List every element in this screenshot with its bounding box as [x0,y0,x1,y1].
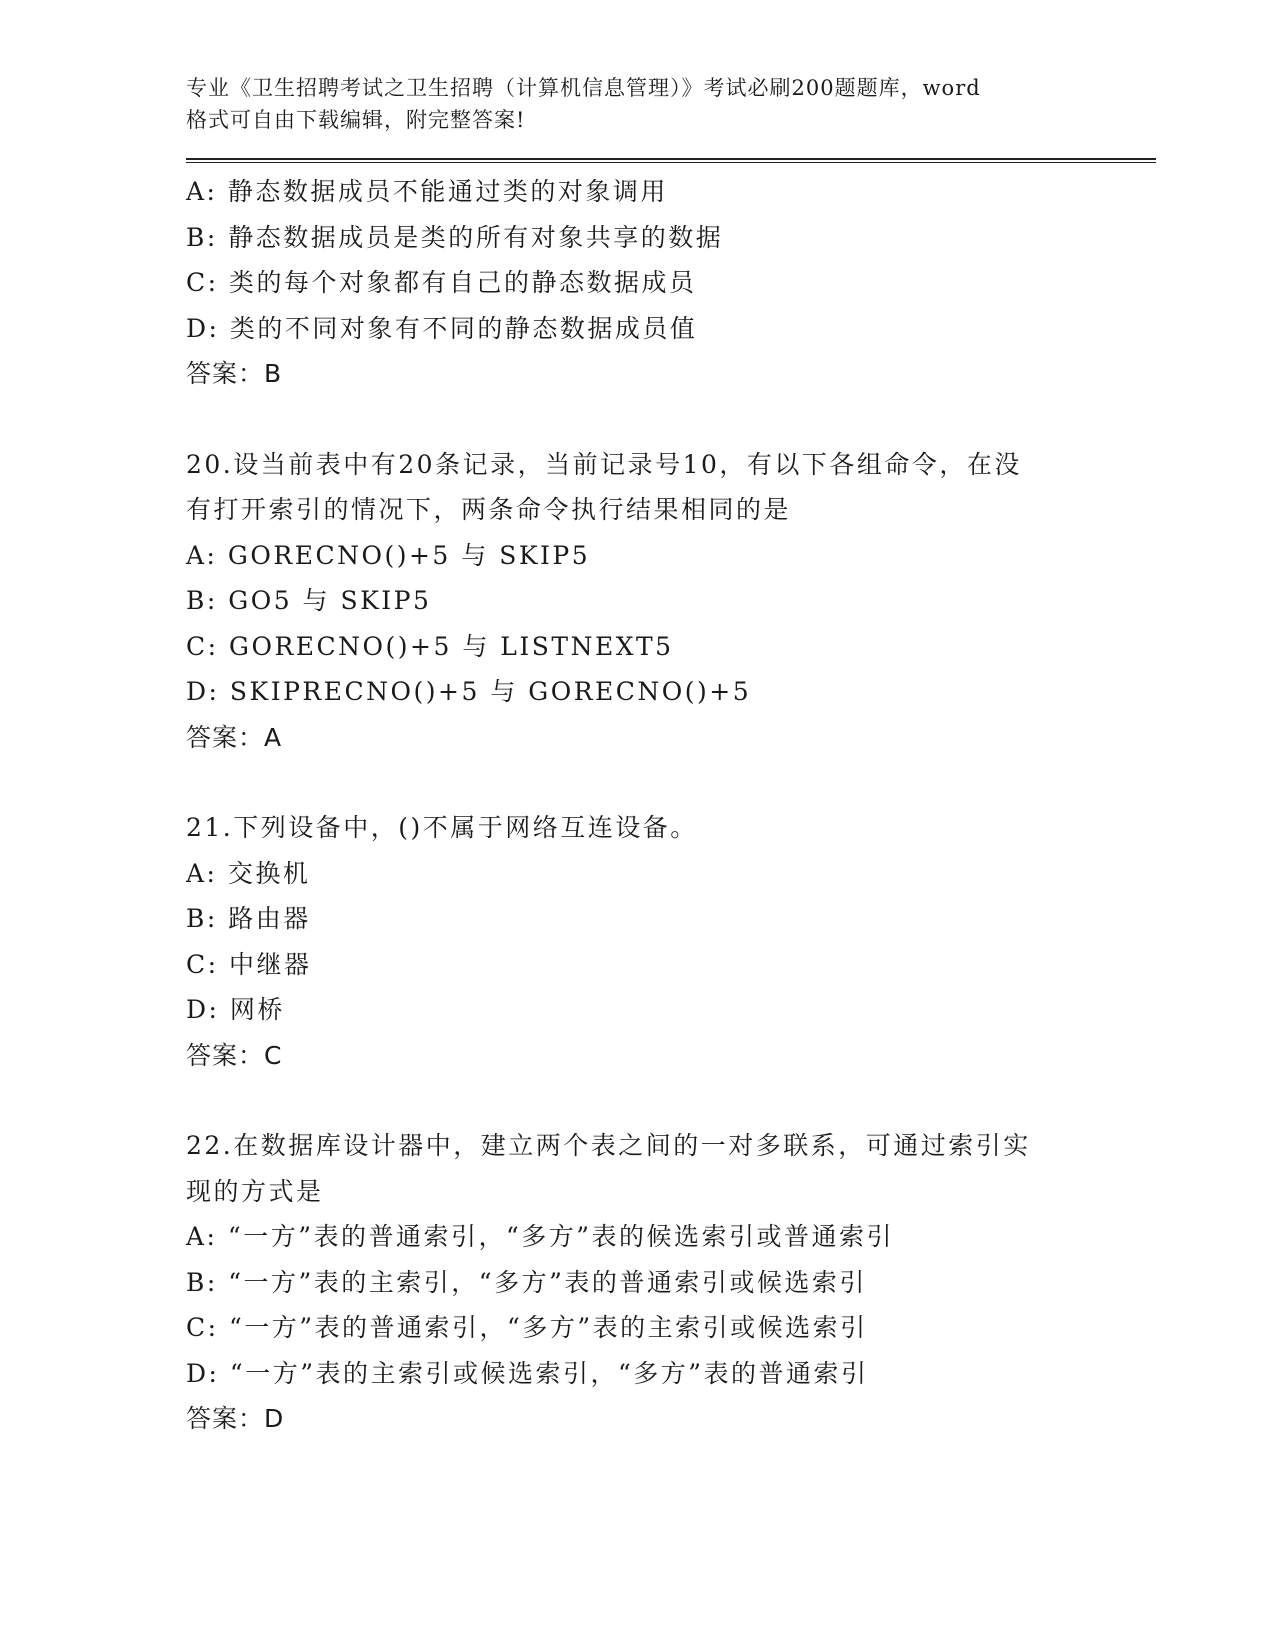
option-a: A: GORECNO()+5 与 SKIP5 [186,540,591,570]
option-d: D: 类的不同对象有不同的静态数据成员值 [186,313,698,343]
question-stem-line-1: 20.设当前表中有20条记录，当前记录号10，有以下各组命令，在没 [186,449,1022,479]
header-divider [186,158,1156,163]
answer-label: 答案：C [186,1040,283,1070]
option-d: D: SKIPRECNO()+5 与 GORECNO()+5 [186,677,752,706]
spacer [186,1078,1156,1123]
question-stem-line-2: 现的方式是 [186,1176,324,1206]
question-19 [186,169,1156,397]
option-b: B: “一方”表的主索引，“多方”表的普通索引或候选索引 [186,1267,867,1297]
question-list [186,169,1156,1442]
spacer [186,397,1156,442]
header-line-1: 专业《卫生招聘考试之卫生招聘（计算机信息管理）》考试必刷200题题库，word [186,76,981,100]
answer-label: 答案：D [186,1404,285,1433]
question-stem-line-1: 22.在数据库设计器中，建立两个表之间的一对多联系，可通过索引实 [186,1131,1031,1160]
option-a: A: 交换机 [186,858,311,888]
answer-label: 答案：B [186,359,283,388]
document-header [186,72,1086,136]
header-line-2: 格式可自由下载编辑，附完整答案! [186,108,526,132]
option-c: C: “一方”表的普通索引，“多方”表的主索引或候选索引 [186,1313,868,1342]
question-22 [186,1123,1156,1442]
option-c: C: 中继器 [186,949,312,979]
option-a: A: 静态数据成员不能通过类的对象调用 [186,177,668,206]
spacer [186,760,1156,805]
option-b: B: 路由器 [186,904,311,933]
question-stem-line-2: 有打开索引的情况下，两条命令执行结果相同的是 [186,495,792,524]
option-c: C: GORECNO()+5 与 LISTNEXT5 [186,631,674,661]
option-a: A: “一方”表的普通索引，“多方”表的候选索引或普通索引 [186,1222,895,1251]
option-d: D: 网桥 [186,995,285,1024]
question-stem-line-1: 21.下列设备中，()不属于网络互连设备。 [186,813,698,842]
document-page [186,72,1156,1442]
option-d: D: “一方”表的主索引或候选索引，“多方”表的普通索引 [186,1358,869,1388]
question-20 [186,442,1156,761]
option-c: C: 类的每个对象都有自己的静态数据成员 [186,268,697,297]
option-b: B: 静态数据成员是类的所有对象共享的数据 [186,222,724,252]
question-21 [186,805,1156,1078]
option-b: B: GO5 与 SKIP5 [186,586,432,615]
answer-label: 答案：A [186,722,283,752]
